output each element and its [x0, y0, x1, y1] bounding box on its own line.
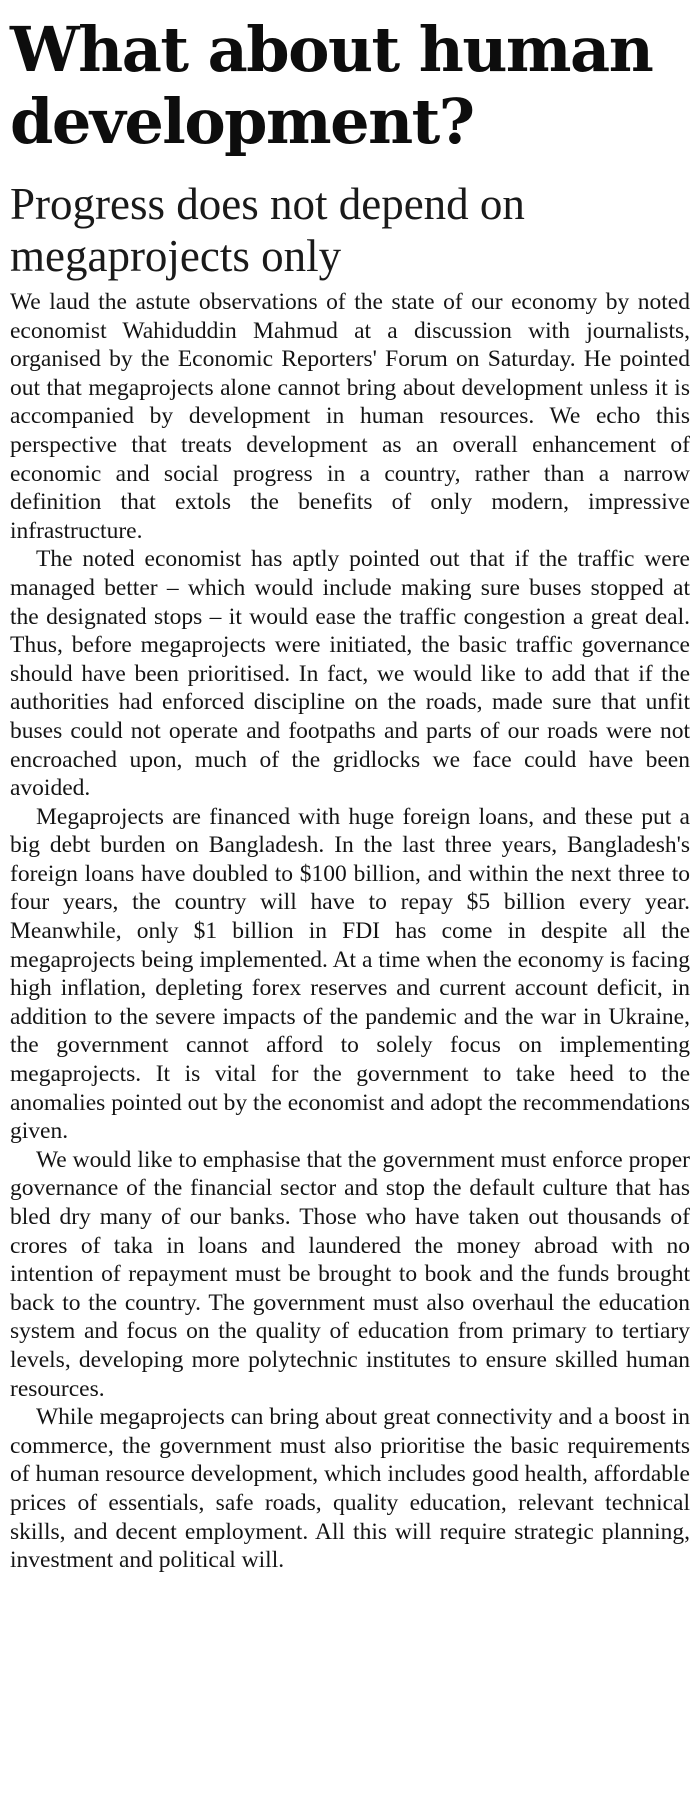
headline: What about human development? — [10, 13, 653, 158]
body-paragraph-4: We would like to emphasise that the government must enforce proper governance of the financial sector and stop the default culture that has bled dry many of our banks. Those who have taken out thousands of crores of taka in loans and laundered the money abroad with no intention of repayment must be brought to book and the funds brought back to the country. The government must also overhaul the education system and focus on the quality of education from primary to tertiary levels, developing more polytechnic institutes to ensure skilled human resources. — [10, 1146, 690, 1402]
body-paragraph-1: We laud the astute observations of the state of our economy by noted economist Wahiduddin Mahmud at a discussion with journalists, organised by the Economic Reporters' Forum on Saturday. He pointed out that megaprojects alone cannot bring about development unless it is accompanied by development in human resources. We echo this perspective that treats development as an overall enhancement of economic and social progress in a country, rather than a narrow definition that extols the benefits of only modern, impressive infrastructure. — [10, 289, 690, 544]
body-paragraph-3: Megaprojects are financed with huge foreign loans, and these put a big debt burden on Bangladesh. In the last three years, Bangladesh's foreign loans have doubled to $100 billion, and within the next three to four years, the country will have to repay $5 billion every year. Meanwhile, only $1 billion in FDI has come in despite all the megaprojects being implemented. At a time when the economy is facing high inflation, depleting forex reserves and current account deficit, in addition to the severe impacts of the pandemic and the war in Ukraine, the government cannot afford to solely focus on implementing megaprojects. It is vital for the government to take heed to the anomalies pointed out by the economist and adopt the recommendations given. — [10, 803, 690, 1145]
article-body — [10, 288, 690, 1575]
body-paragraph-5: While megaprojects can bring about great connectivity and a boost in commerce, the government must also prioritise the basic requirements of human resource development, which includes good health, affordable prices of essentials, safe roads, quality education, relevant technical skills, and decent employment. All this will require strategic planning, investment and political will. — [10, 1404, 690, 1574]
body-paragraph-2: The noted economist has aptly pointed out that if the traffic were managed better – which would include making sure buses stopped at the designated stops – it would ease the traffic congestion a great deal. Thus, before megaprojects were initiated, the basic traffic governance should have been prioritised. In fact, we would like to add that if the authorities had enforced discipline on the roads, made sure that unfit buses could not operate and footpaths and parts of our roads were not encroached upon, much of the gridlocks we face could have been avoided. — [10, 546, 690, 802]
subheadline: Progress does not depend on megaprojects only — [10, 179, 525, 281]
